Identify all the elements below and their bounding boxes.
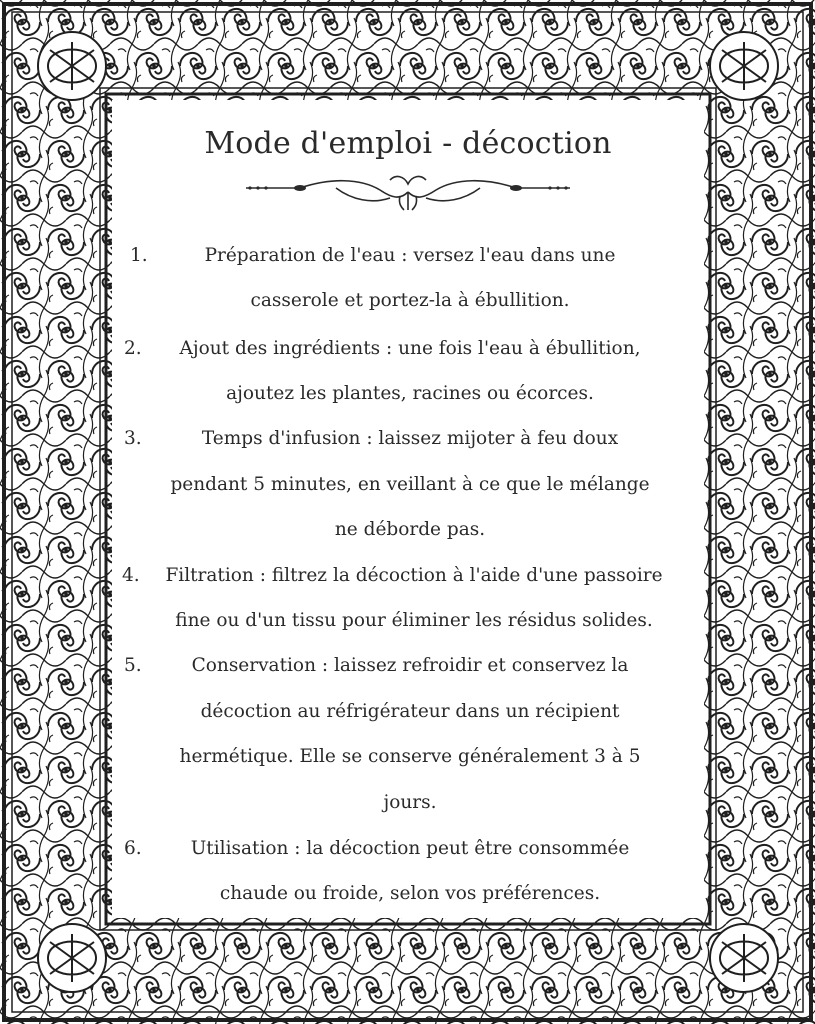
step-text-line: chaude ou froide, selon vos préférences. bbox=[219, 883, 601, 904]
step-text-line: fine ou d'un tissu pour éliminer les résidus solides. bbox=[175, 610, 653, 631]
step-text-line: casserole et portez-la à ébullition. bbox=[250, 290, 570, 311]
page-title: Mode d'emploi - décoction bbox=[204, 126, 612, 161]
step-text-line: Ajout des ingrédients : une fois l'eau à ébullition, bbox=[179, 338, 641, 359]
step-text-line: Utilisation : la décoction peut être consommée bbox=[190, 838, 630, 859]
step-text-line: Temps d'infusion : laissez mijoter à feu doux bbox=[201, 428, 619, 449]
step-text-line: décoction au réfrigérateur dans un récipient bbox=[200, 701, 620, 722]
step-text-line: jours. bbox=[383, 792, 437, 813]
step-text-line: Préparation de l'eau : versez l'eau dans une bbox=[204, 245, 616, 266]
step-number: 3. bbox=[124, 428, 142, 449]
step-text-line: pendant 5 minutes, en veillant à ce que le mélange bbox=[170, 474, 650, 495]
step-text-line: ne déborde pas. bbox=[334, 519, 486, 540]
step-text-line: hermétique. Elle se conserve généralement 3 à 5 bbox=[179, 746, 641, 767]
flourish-divider bbox=[240, 170, 576, 216]
step-text-line: Conservation : laissez refroidir et conservez la bbox=[191, 655, 629, 676]
step-number: 1. bbox=[130, 245, 148, 266]
step-text-line: Filtration : filtrez la décoction à l'aide d'une passoire bbox=[165, 565, 663, 586]
step-number: 4. bbox=[122, 565, 140, 586]
step-number: 6. bbox=[124, 838, 142, 859]
step-text-line: ajoutez les plantes, racines ou écorces. bbox=[226, 383, 594, 404]
step-number: 5. bbox=[124, 655, 142, 676]
step-number: 2. bbox=[124, 338, 142, 359]
